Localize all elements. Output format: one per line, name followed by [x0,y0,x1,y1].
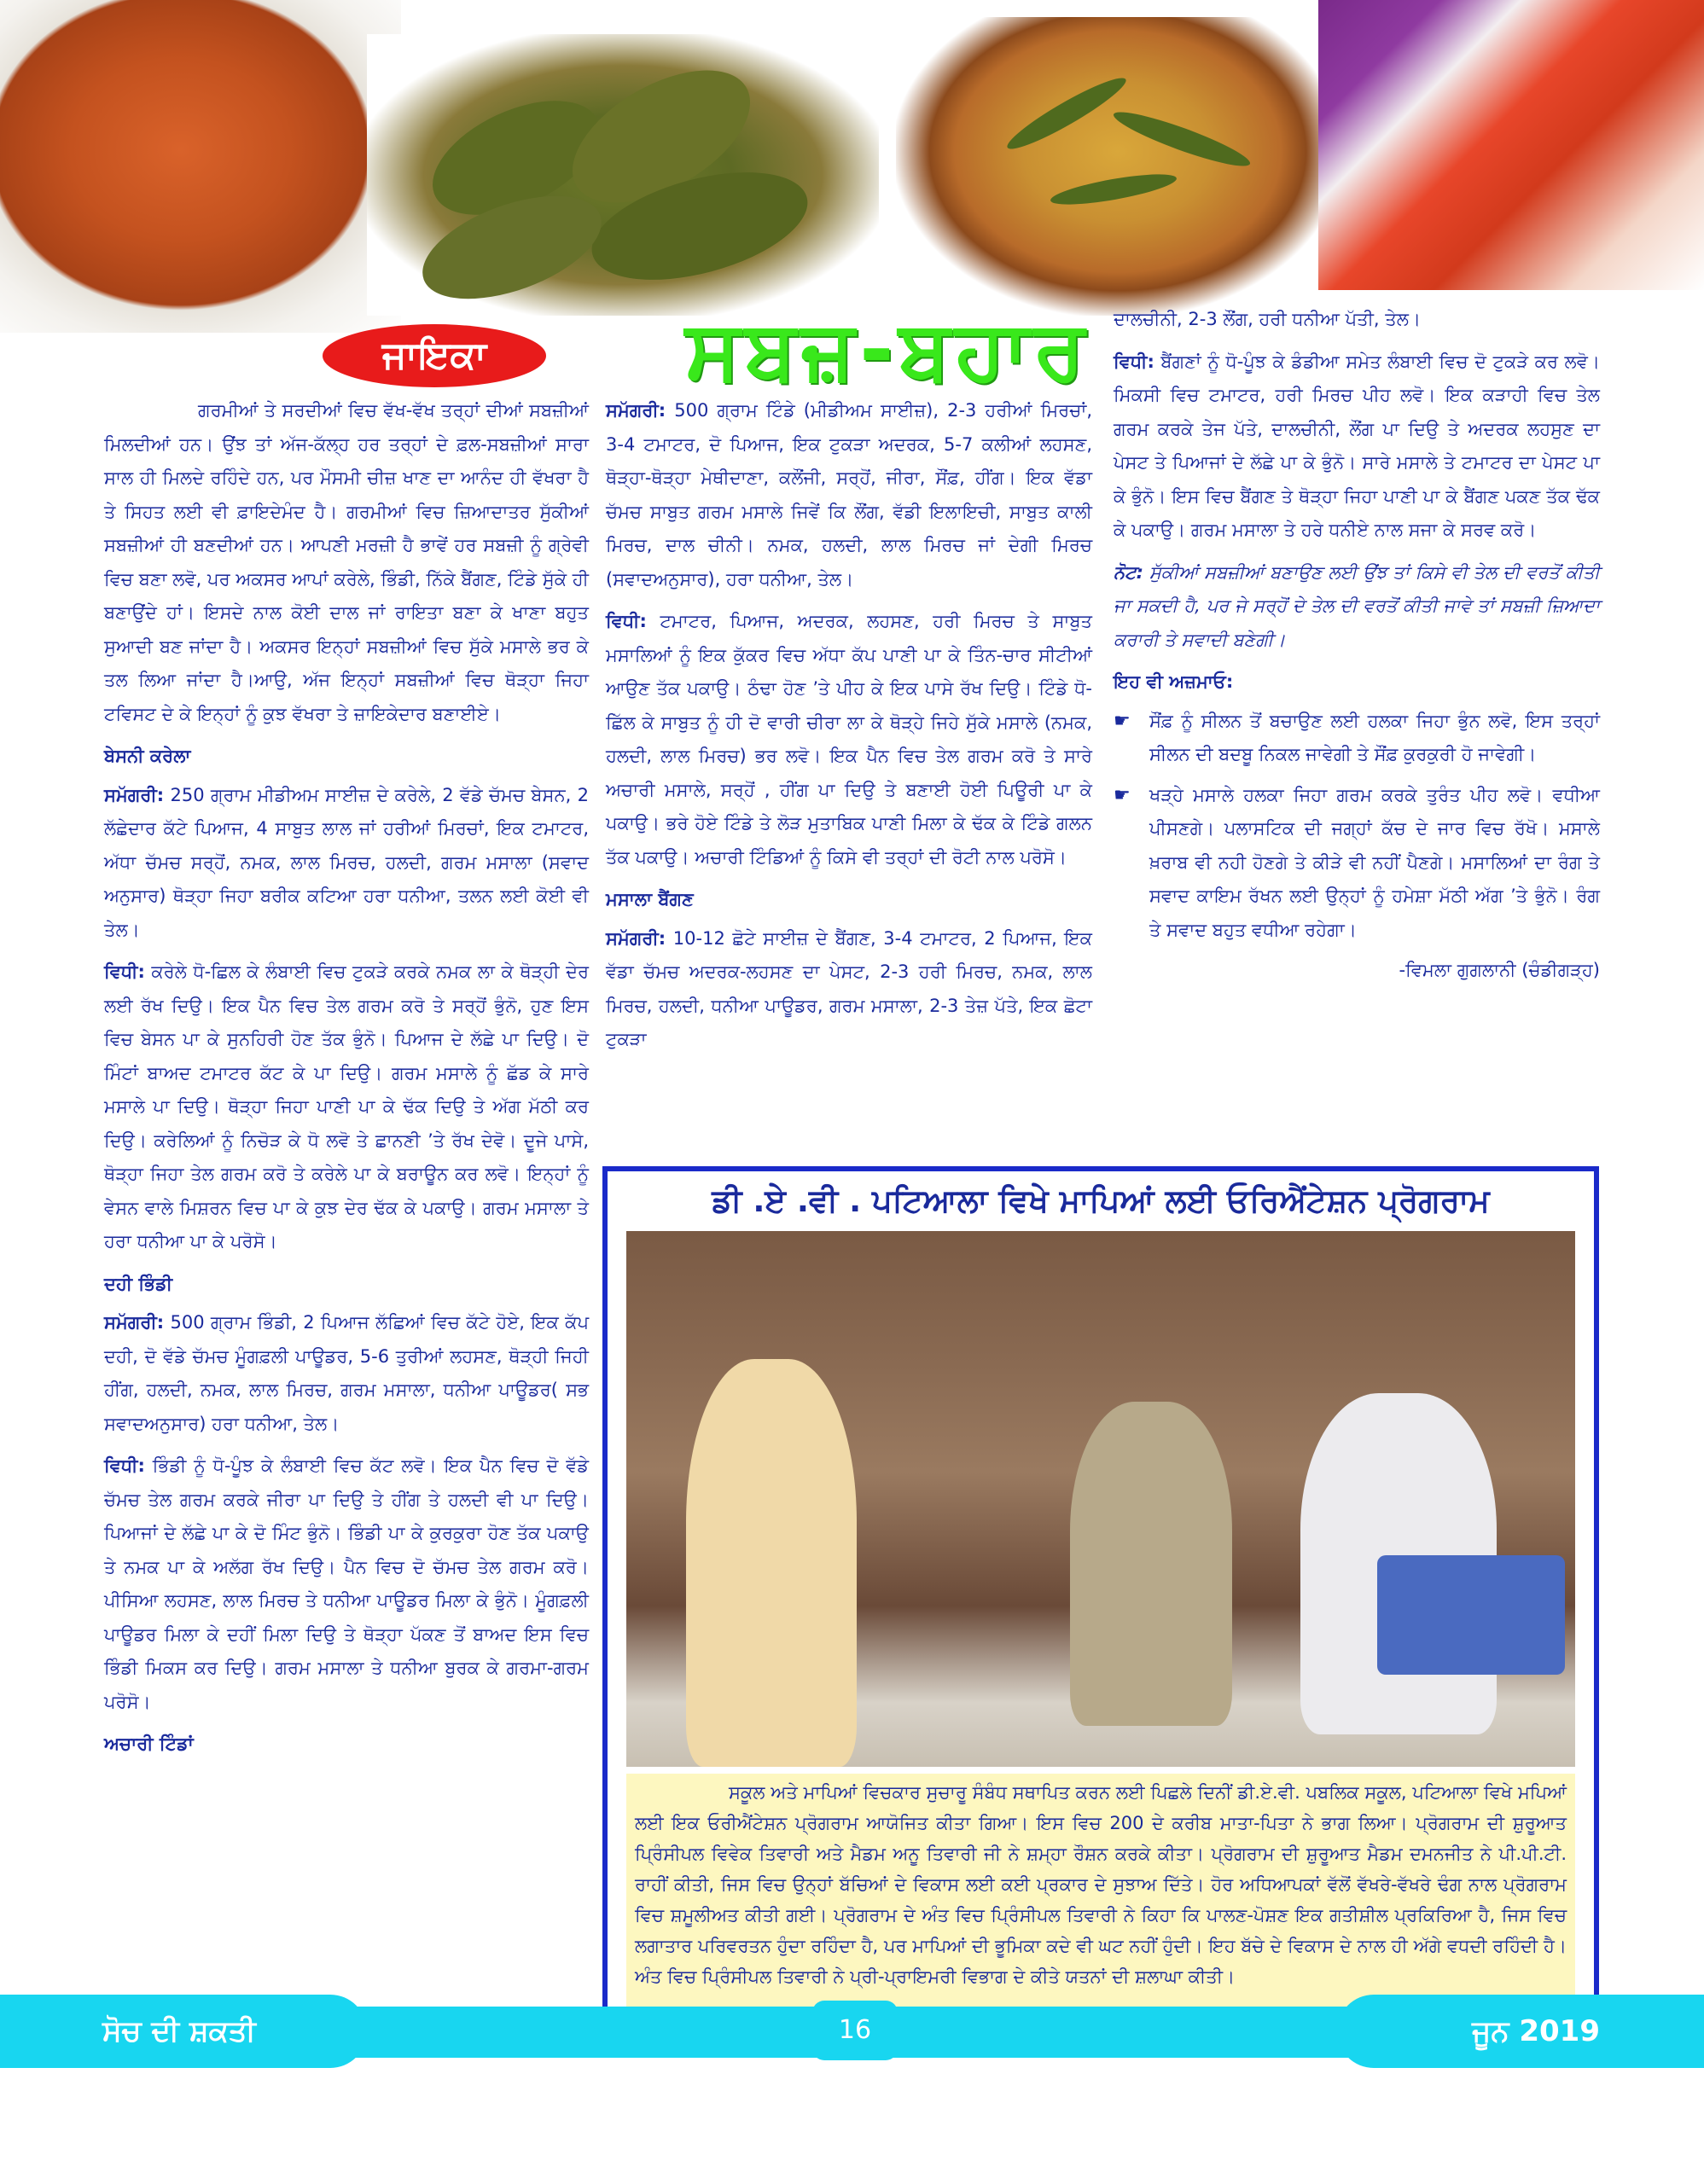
ingredients-label: ਸਮੱਗਰੀ: [606,400,666,421]
method-label: ਵਿਧੀ: [1114,351,1154,372]
method-label: ਵਿਧੀ: [104,961,145,982]
recipe-heading: ਮਸਾਲਾ ਬੈਂਗਣ [606,889,694,909]
event-photo [626,1231,1575,1767]
recipe-ingredients [104,1306,589,1441]
ingredients-label: ਸਮੱਗਰੀ: [104,1312,165,1333]
ingredients-label: ਸਮੱਗਰੀ: [606,927,666,949]
tip-item [1114,779,1600,948]
pointing-hand-icon: ☛ [1114,784,1131,806]
ingredients-label: ਸਮੱਗਰੀ: [104,784,165,805]
recipe-ingredients [606,922,1092,1057]
tip-item [1114,705,1600,772]
method-text: ਕਰੇਲੇ ਧੋ-ਛਿਲ ਕੇ ਲੰਬਾਈ ਵਿਚ ਟੁਕੜੇ ਕਰਕੇ ਨਮਕ ਲਾ ਕੇ ਥੋੜ੍ਹੀ ਦੇਰ ਲਈ ਰੱਖ ਦਿਉ। ਇਕ ਪੈਨ ਵਿਚ ਤੇਲ ਗਰਮ ਕਰੋ ਤੇ ਸਰ੍ਹੋਂ ਭੁੰਨੋ, ਹੁਣ ਇਸ ਵਿਚ ਬੇਸਨ ਪਾ ਕੇ ਸੁਨਹਿਰੀ ਹੋਣ ਤੱਕ ਭੁੰਨੋ। ਪਿਆਜ ਦੇ ਲੱਛੇ ਪਾ ਦਿਉ। ਦੋ ਮਿੰਟਾਂ ਬਾਅਦ ਟਮਾਟਰ ਕੱਟ ਕੇ ਪਾ ਦਿਉ। ਗਰਮ ਮਸਾਲੇ ਨੂੰ ਛੱਡ ਕੇ ਸਾਰੇ ਮਸਾਲੇ ਪਾ ਦਿਉ। ਥੋੜ੍ਹਾ ਜਿਹਾ ਪਾਣੀ ਪਾ ਕੇ ਢੱਕ ਦਿਉ ਤੇ ਅੱਗ ਮੱਠੀ ਕਰ ਦਿਉ। ਕਰੇਲਿਆਂ ਨੂੰ ਨਿਚੋੜ ਕੇ ਧੋ ਲਵੋ ਤੇ ਛਾਨਣੀ ’ਤੇ ਰੱਖ ਦੇਵੋ। ਦੂਜੇ ਪਾਸੇ, ਥੋੜ੍ਹਾ ਜਿਹਾ ਤੇਲ ਗਰਮ ਕਰੋ ਤੇ ਕਰੇਲੇ ਪਾ ਕੇ ਬਰਾਊਨ ਕਰ ਲਵੋ। ਇਨ੍ਹਾਂ ਨੂੰ ਵੇਸਨ ਵਾਲੇ ਮਿਸ਼ਰਨ ਵਿਚ ਪਾ ਕੇ ਕੁਝ ਦੇਰ ਢੱਕ ਕੇ ਪਕਾਉ। ਗਰਮ ਮਸਾਲਾ ਤੇ ਹਰਾ ਧਨੀਆ ਪਾ ਕੇ ਪਰੋਸੋ। [104,961,589,1252]
stuffed-karela-photo [367,34,879,316]
news-title: ਡੀ .ਏ .ਵੀ . ਪਟਿਆਲਾ ਵਿਖੇ ਮਾਪਿਆਂ ਲਈ ਓਰਿਐਂਟੇਸ਼ਨ ਪ੍ਰੋਗਰਾਮ [712,1182,1490,1219]
note-paragraph [1114,556,1600,658]
blue-trousers [1377,1555,1565,1675]
tips-list [1114,705,1600,948]
masala-potato-photo [1318,0,1704,290]
page-number: 16 [812,2001,898,2060]
bhindi-kadai-photo [896,17,1340,316]
method-text: ਬੈਂਗਣਾਂ ਨੂੰ ਧੋ-ਪੂੰਝ ਕੇ ਡੰਡੀਆ ਸਮੇਤ ਲੰਬਾਈ ਵਿਚ ਦੋ ਟੁਕੜੇ ਕਰ ਲਵੋ। ਮਿਕਸੀ ਵਿਚ ਟਮਾਟਰ, ਹਰੀ ਮਿਰਚ ਪੀਹ ਲਵੋ। ਇਕ ਕੜਾਹੀ ਵਿਚ ਤੇਲ ਗਰਮ ਕਰਕੇ ਤੇਜ ਪੱਤੇ, ਦਾਲਚੀਨੀ, ਲੌਂਗ ਪਾ ਦਿਉ ਤੇ ਅਦਰਕ ਲਹਸੁਣ ਦਾ ਪੇਸਟ ਤੇ ਪਿਆਜਾਂ ਦੇ ਲੱਛੇ ਪਾ ਕੇ ਭੁੰਨੋ। ਸਾਰੇ ਮਸਾਲੇ ਤੇ ਟਮਾਟਰ ਦਾ ਪੇਸਟ ਪਾ ਕੇ ਭੁੰਨੋ। ਇਸ ਵਿਚ ਬੈਂਗਣ ਤੇ ਥੋੜ੍ਹਾ ਜਿਹਾ ਪਾਣੀ ਪਾ ਕੇ ਬੈਂਗਣ ਪਕਣ ਤੱਕ ਢੱਕ ਕੇ ਪਕਾਉ। ਗਰਮ ਮਸਾਲਾ ਤੇ ਹਰੇ ਧਨੀਏ ਨਾਲ ਸਜਾ ਕੇ ਸਰਵ ਕਰੋ। [1114,351,1600,540]
recipe-method [104,1449,589,1719]
ingredients-text: 250 ਗ੍ਰਾਮ ਮੀਡੀਅਮ ਸਾਈਜ਼ ਦੇ ਕਰੇਲੇ, 2 ਵੱਡੇ ਚੱਮਚ ਬੇਸਨ, 2 ਲੱਛੇਦਾਰ ਕੱਟੇ ਪਿਆਜ, 4 ਸਾਬੁਤ ਲਾਲ ਜਾਂ ਹਰੀਆਂ ਮਿਰਚਾਂ, ਇਕ ਟਮਾਟਰ, ਅੱਧਾ ਚੱਮਚ ਸਰ੍ਹੋਂ, ਨਮਕ, ਲਾਲ ਮਿਰਚ, ਹਲਦੀ, ਗਰਮ ਮਸਾਲਾ (ਸਵਾਦ ਅਨੁਸਾਰ) ਥੋੜ੍ਹਾ ਜਿਹਾ ਬਰੀਕ ਕਟਿਆ ਹਰਾ ਧਨੀਆ, ਤਲਨ ਲਈ ਕੋਈ ਵੀ ਤੇਲ। [104,784,589,940]
caption-text: ਸਕੂਲ ਅਤੇ ਮਾਪਿਆਂ ਵਿਚਕਾਰ ਸੁਚਾਰੂ ਸੰਬੰਧ ਸਥਾਪਿਤ ਕਰਨ ਲਈ ਪਿਛਲੇ ਦਿਨੀਂ ਡੀ.ਏ.ਵੀ. ਪਬਲਿਕ ਸਕੂਲ, ਪਟਿਆਲਾ ਵਿਖੇ ਮਪਿਆਂ ਲਈ ਇਕ ਓਰੀਐਂਟੇਸ਼ਨ ਪ੍ਰੋਗਰਾਮ ਆਯੋਜਿਤ ਕੀਤਾ ਗਿਆ। ਇਸ ਵਿਚ 200 ਦੇ ਕਰੀਬ ਮਾਤਾ-ਪਿਤਾ ਨੇ ਭਾਗ ਲਿਆ। ਪ੍ਰੋਗਰਾਮ ਦੀ ਸ਼ੁਰੂਆਤ ਪ੍ਰਿੰਸੀਪਲ ਵਿਵੇਕ ਤਿਵਾਰੀ ਅਤੇ ਮੈਡਮ ਅਨੂ ਤਿਵਾਰੀ ਜੀ ਨੇ ਸ਼ਮ੍ਹਾ ਰੌਸ਼ਨ ਕਰਕੇ ਕੀਤਾ। ਪ੍ਰੋਗਰਾਮ ਦੀ ਸ਼ੁਰੂਆਤ ਮੈਡਮ ਦਮਨਜੀਤ ਨੇ ਪੀ.ਪੀ.ਟੀ. ਰਾਹੀਂ ਕੀਤੀ, ਜਿਸ ਵਿਚ ਉਨ੍ਹਾਂ ਬੱਚਿਆਂ ਦੇ ਵਿਕਾਸ ਲਈ ਕਈ ਪ੍ਰਕਾਰ ਦੇ ਸੁਝਾਅ ਦਿੱਤੇ। ਹੋਰ ਅਧਿਆਪਕਾਂ ਵੱਲੋਂ ਵੱਖਰੇ-ਵੱਖਰੇ ਢੰਗ ਨਾਲ ਪ੍ਰੋਗਰਾਮ ਵਿਚ ਸ਼ਮੂਲੀਅਤ ਕੀਤੀ ਗਈ। ਪ੍ਰੋਗਰਾਮ ਦੇ ਅੰਤ ਵਿਚ ਪ੍ਰਿੰਸੀਪਲ ਤਿਵਾਰੀ ਨੇ ਕਿਹਾ ਕਿ ਪਾਲਣ-ਪੋਸ਼ਣ ਇਕ ਗਤੀਸ਼ੀਲ ਪ੍ਰਕਿਰਿਆ ਹੈ, ਜਿਸ ਵਿਚ ਲਗਾਤਾਰ ਪਰਿਵਰਤਨ ਹੁੰਦਾ ਰਹਿੰਦਾ ਹੈ, ਪਰ ਮਾਪਿਆਂ ਦੀ ਭੂਮਿਕਾ ਕਦੇ ਵੀ ਘਟ ਨਹੀਂ ਹੁੰਦੀ। ਇਹ ਬੱਚੇ ਦੇ ਵਿਕਾਸ ਦੇ ਨਾਲ ਹੀ ਅੱਗੇ ਵਧਦੀ ਰਹਿੰਦੀ ਹੈ। ਅੰਤ ਵਿਚ ਪ੍ਰਿੰਸੀਪਲ ਤਿਵਾਰੀ ਨੇ ਪ੍ਰੀ-ਪ੍ਰਾਇਮਰੀ ਵਿਭਾਗ ਦੇ ਕੀਤੇ ਯਤਨਾਂ ਦੀ ਸ਼ਲਾਘਾ ਕੀਤੀ। [635,1782,1567,1987]
note-label: ਨੋਟ: [1114,561,1143,583]
column-1 [104,394,589,1767]
recipe-heading: ਬੇਸਨੀ ਕਰੇਲਾ [104,746,191,766]
ingredients-text: 10-12 ਛੋਟੇ ਸਾਈਜ਼ ਦੇ ਬੈਂਗਣ, 3-4 ਟਮਾਟਰ, 2 ਪਿਆਜ, ਇਕ ਵੱਡਾ ਚੱਮਚ ਅਦਰਕ-ਲਹਸਣ ਦਾ ਪੇਸਟ, 2-3 ਹਰੀ ਮਿਰਚ, ਨਮਕ, ਲਾਲ ਮਿਰਚ, ਹਲਦੀ, ਧਨੀਆ ਪਾਊਡਰ, ਗਰਮ ਮਸਾਲਾ, 2-3 ਤੇਜ਼ ਪੱਤੇ, ਇਕ ਛੋਟਾ ਟੁਕੜਾ [606,927,1092,1049]
speaker-figure [686,1359,857,1767]
recipe-ingredients [104,779,589,948]
news-box [602,1166,1599,2035]
note-text: ਸੁੱਕੀਆਂ ਸਬਜ਼ੀਆਂ ਬਣਾਉਣ ਲਈ ਉਂਝ ਤਾਂ ਕਿਸੇ ਵੀ ਤੇਲ ਦੀ ਵਰਤੋਂ ਕੀਤੀ ਜਾ ਸਕਦੀ ਹੈ, ਪਰ ਜੇ ਸਰ੍ਹੋਂ ਦੇ ਤੇਲ ਦੀ ਵਰਤੋਂ ਕੀਤੀ ਜਾਵੇ ਤਾਂ ਸਬਜ਼ੀ ਜ਼ਿਆਦਾ ਕਰਾਰੀ ਤੇ ਸਵਾਦੀ ਬਣੇਗੀ। [1114,561,1600,650]
recipe-heading: ਅਚਾਰੀ ਟਿੰਡਾਂ [104,1734,194,1754]
recipe-heading: ਦਹੀ ਭਿੰਡੀ [104,1273,173,1294]
ingredients-text: 500 ਗ੍ਰਾਮ ਭਿੰਡੀ, 2 ਪਿਆਜ ਲੱਛਿਆਂ ਵਿਚ ਕੱਟੇ ਹੋਏ, ਇਕ ਕੱਪ ਦਹੀ, ਦੋ ਵੱਡੇ ਚੱਮਚ ਮੂੰਗਫ਼ਲੀ ਪਾਊਡਰ, 5-6 ਤੁਰੀਆਂ ਲਹਸਣ, ਥੋੜ੍ਹੀ ਜਿਹੀ ਹੀਂਗ, ਹਲਦੀ, ਨਮਕ, ਲਾਲ ਮਿਰਚ, ਗਰਮ ਮਸਾਲਾ, ਧਨੀਆ ਪਾਊਡਰ( ਸਭ ਸਵਾਦਅਨੁਸਾਰ) ਹਰਾ ਧਨੀਆ, ਤੇਲ। [104,1312,589,1434]
news-caption [626,1774,1575,2026]
ingredients-continued: ਦਾਲਚੀਨੀ, 2-3 ਲੌਂਗ, ਹਰੀ ਧਨੀਆ ਪੱਤੀ, ਤੇਲ। [1114,309,1422,329]
tip-text: ਖੜ੍ਹੇ ਮਸਾਲੇ ਹਲਕਾ ਜਿਹਾ ਗਰਮ ਕਰਕੇ ਤੁਰੰਤ ਪੀਹ ਲਵੋ। ਵਧੀਆ ਪੀਸਣਗੇ। ਪਲਾਸਟਿਕ ਦੀ ਜਗ੍ਹਾਂ ਕੱਚ ਦੇ ਜਾਰ ਵਿਚ ਰੱਖੋ। ਮਸਾਲੇ ਖ਼ਰਾਬ ਵੀ ਨਹੀ ਹੋਣਗੇ ਤੇ ਕੀੜੇ ਵੀ ਨਹੀਂ ਪੈਣਗੇ। ਮਸਾਲਿਆਂ ਦਾ ਰੰਗ ਤੇ ਸਵਾਦ ਕਾਇਮ ਰੱਖਨ ਲਈ ਉਨ੍ਹਾਂ ਨੂੰ ਹਮੇਸ਼ਾ ਮੱਠੀ ਅੱਗ ’ਤੇ ਭੁੰਨੋ। ਰੰਗ ਤੇ ਸਵਾਦ ਬਹੁਤ ਵਧੀਆ ਰਹੇਗਾ। [1149,784,1600,940]
article-title: ਸਬਜ਼-ਬਹਾਰ [684,302,1090,398]
method-text: ਟਮਾਟਰ, ਪਿਆਜ, ਅਦਰਕ, ਲਹਸਣ, ਹਰੀ ਮਿਰਚ ਤੇ ਸਾਬੁਤ ਮਸਾਲਿਆਂ ਨੂੰ ਇਕ ਕੁੱਕਰ ਵਿਚ ਅੱਧਾ ਕੱਪ ਪਾਣੀ ਪਾ ਕੇ ਤਿੰਨ-ਚਾਰ ਸੀਟੀਆਂ ਆਉਣ ਤੱਕ ਪਕਾਉ। ਠੰਢਾ ਹੋਣ ’ਤੇ ਪੀਹ ਕੇ ਇਕ ਪਾਸੇ ਰੱਖ ਦਿਉ। ਟਿੰਡੇ ਧੋ- ਛਿੱਲ ਕੇ ਸਾਬੁਤ ਨੂੰ ਹੀ ਦੋ ਵਾਰੀ ਚੀਰਾ ਲਾ ਕੇ ਥੋੜ੍ਹੇ ਜਿਹੇ ਸੁੱਕੇ ਮਸਾਲੇ (ਨਮਕ, ਹਲਦੀ, ਲਾਲ ਮਿਰਚ) ਭਰ ਲਵੋ। ਇਕ ਪੈਨ ਵਿਚ ਤੇਲ ਗਰਮ ਕਰੋ ਤੇ ਸਾਰੇ ਅਚਾਰੀ ਮਸਾਲੇ, ਸਰ੍ਹੋਂ , ਹੀਂਗ ਪਾ ਦਿਉ ਤੇ ਬਣਾਈ ਹੋਈ ਪਿਊਰੀ ਪਾ ਕੇ ਪਕਾਉ। ਭਰੇ ਹੋਏ ਟਿੰਡੇ ਤੇ ਲੋੜ ਮੁਤਾਬਿਕ ਪਾਣੀ ਮਿਲਾ ਕੇ ਢੱਕ ਕੇ ਟਿੰਡੇ ਗਲਨ ਤੱਕ ਪਕਾਉ। ਅਚਾਰੀ ਟਿੰਡਿਆਂ ਨੂੰ ਕਿਸੇ ਵੀ ਤਰ੍ਹਾਂ ਦੀ ਰੋਟੀ ਨਾਲ ਪਰੋਸੋ। [606,611,1092,868]
section-badge: ਜਾਇਕਾ [323,324,546,387]
issue-date: ਜੂਨ 2019 [1337,1995,1704,2068]
ingredients-text: 500 ਗ੍ਰਾਮ ਟਿੰਡੇ (ਮੀਡੀਅਮ ਸਾਈਜ਼), 2-3 ਹਰੀਆਂ ਮਿਰਚਾਂ, 3-4 ਟਮਾਟਰ, ਦੋ ਪਿਆਜ, ਇਕ ਟੁਕੜਾ ਅਦਰਕ, 5-7 ਕਲੀਆਂ ਲਹਸਣ, ਥੋੜ੍ਹਾ-ਥੋੜ੍ਹਾ ਮੇਥੀਦਾਣਾ, ਕਲੌਂਜੀ, ਸਰ੍ਹੋਂ, ਜੀਰਾ, ਸੌਂਫ਼, ਹੀਂਗ। ਇਕ ਵੱਡਾ ਚੱਮਚ ਸਾਬੁਤ ਗਰਮ ਮਸਾਲੇ ਜਿਵੇਂ ਕਿ ਲੌਂਗ, ਵੱਡੀ ਇਲਾਇਚੀ, ਸਾਬੁਤ ਕਾਲੀ ਮਿਰਚ, ਦਾਲ ਚੀਨੀ। ਨਮਕ, ਹਲਦੀ, ਲਾਲ ਮਿਰਚ ਜਾਂ ਦੇਗੀ ਮਿਰਚ (ਸਵਾਦਅਨੁਸਾਰ), ਹਰਾ ਧਨੀਆ, ਤੇਲ। [606,400,1092,590]
mic-holder-figure [1070,1402,1232,1726]
recipe-method [606,605,1092,874]
tip-text: ਸੌਂਫ਼ ਨੂੰ ਸੀਲਨ ਤੋਂ ਬਚਾਉਣ ਲਈ ਹਲਕਾ ਜਿਹਾ ਭੁੰਨ ਲਵੋ, ਇਸ ਤਰ੍ਹਾਂ ਸੀਲਨ ਦੀ ਬਦਬੂ ਨਿਕਲ ਜਾਵੇਗੀ ਤੇ ਸੌਂਫ਼ ਕੁਰਕੁਰੀ ਹੋ ਜਾਵੇਗੀ। [1149,710,1600,764]
method-label: ਵਿਧੀ: [606,611,647,631]
author-signature: -ਵਿਮਲਾ ਗੁਗਲਾਨੀ (ਚੰਡੀਗੜ੍ਹ) [1399,960,1600,980]
curry-bowl-photo [0,0,401,333]
pointing-hand-icon: ☛ [1114,710,1131,732]
recipe-method [104,956,589,1259]
method-label: ਵਿਧੀ: [104,1455,145,1476]
column-3 [1114,303,1600,996]
intro-paragraph: ਗਰਮੀਆਂ ਤੇ ਸਰਦੀਆਂ ਵਿਚ ਵੱਖ-ਵੱਖ ਤਰ੍ਹਾਂ ਦੀਆਂ ਸਬਜ਼ੀਆਂ ਮਿਲਦੀਆਂ ਹਨ। ਉਂਝ ਤਾਂ ਅੱਜ-ਕੱਲ੍ਹ ਹਰ ਤਰ੍ਹਾਂ ਦੇ ਫ਼ਲ-ਸਬਜ਼ੀਆਂ ਸਾਰਾ ਸਾਲ ਹੀ ਮਿਲਦੇ ਰਹਿੰਦੇ ਹਨ, ਪਰ ਮੌਸਮੀ ਚੀਜ਼ ਖਾਣ ਦਾ ਆਨੰਦ ਹੀ ਵੱਖਰਾ ਹੈ ਤੇ ਸਿਹਤ ਲਈ ਵੀ ਫ਼ਾਇਦੇਮੰਦ ਹੈ। ਗਰਮੀਆਂ ਵਿਚ ਜ਼ਿਆਦਾਤਰ ਸੁੱਕੀਆਂ ਸਬਜ਼ੀਆਂ ਹੀ ਬਣਦੀਆਂ ਹਨ। ਆਪਣੀ ਮਰਜ਼ੀ ਹੈ ਭਾਵੇਂ ਹਰ ਸਬਜ਼ੀ ਨੂੰ ਗ੍ਰੇਵੀ ਵਿਚ ਬਣਾ ਲਵੋ, ਪਰ ਅਕਸਰ ਆਪਾਂ ਕਰੇਲੇ, ਭਿੰਡੀ, ਨਿੱਕੇ ਬੈਂਗਣ, ਟਿੰਡੇ ਸੁੱਕੇ ਹੀ ਬਣਾਉਂਦੇ ਹਾਂ। ਇਸਦੇ ਨਾਲ ਕੋਈ ਦਾਲ ਜਾਂ ਰਾਇਤਾ ਬਣਾ ਕੇ ਖਾਣਾ ਬਹੁਤ ਸੁਆਦੀ ਬਣ ਜਾਂਦਾ ਹੈ। ਅਕਸਰ ਇਨ੍ਹਾਂ ਸਬਜ਼ੀਆਂ ਵਿਚ ਸੁੱਕੇ ਮਸਾਲੇ ਭਰ ਕੇ ਤਲ ਲਿਆ ਜਾਂਦਾ ਹੈ।ਆਉ, ਅੱਜ ਇਨ੍ਹਾਂ ਸਬਜ਼ੀਆਂ ਵਿਚ ਥੋੜ੍ਹਾ ਜਿਹਾ ਟਵਿਸਟ ਦੇ ਕੇ ਇਨ੍ਹਾਂ ਨੂੰ ਕੁਝ ਵੱਖਰਾ ਤੇ ਜ਼ਾਇਕੇਦਾਰ ਬਣਾਈਏ। [104,400,589,724]
column-2 [606,394,1092,1066]
magazine-name: ਸੋਚ ਦੀ ਸ਼ਕਤੀ [0,1995,367,2068]
tips-heading: ਇਹ ਵੀ ਅਜ਼ਮਾਓ: [1114,671,1234,692]
method-text: ਭਿੰਡੀ ਨੂੰ ਧੋ-ਪੂੰਝ ਕੇ ਲੰਬਾਈ ਵਿਚ ਕੱਟ ਲਵੋ। ਇਕ ਪੈਨ ਵਿਚ ਦੋ ਵੱਡੇ ਚੱਮਚ ਤੇਲ ਗਰਮ ਕਰਕੇ ਜੀਰਾ ਪਾ ਦਿਉ ਤੇ ਹੀਂਗ ਤੇ ਹਲਦੀ ਵੀ ਪਾ ਦਿਉ। ਪਿਆਜਾਂ ਦੇ ਲੱਛੇ ਪਾ ਕੇ ਦੋ ਮਿੰਟ ਭੁੰਨੋ। ਭਿੰਡੀ ਪਾ ਕੇ ਕੁਰਕੁਰਾ ਹੋਣ ਤੱਕ ਪਕਾਉ ਤੇ ਨਮਕ ਪਾ ਕੇ ਅਲੱਗ ਰੱਖ ਦਿਉ। ਪੈਨ ਵਿਚ ਦੋ ਚੱਮਚ ਤੇਲ ਗਰਮ ਕਰੋ। ਪੀਸਿਆ ਲਹਸਣ, ਲਾਲ ਮਿਰਚ ਤੇ ਧਨੀਆ ਪਾਊਡਰ ਮਿਲਾ ਕੇ ਭੁੰਨੋ। ਮੂੰਗਫ਼ਲੀ ਪਾਊਡਰ ਮਿਲਾ ਕੇ ਦਹੀਂ ਮਿਲਾ ਦਿਉ ਤੇ ਥੋੜ੍ਹਾ ਪੱਕਣ ਤੋਂ ਬਾਅਦ ਇਸ ਵਿਚ ਭਿੰਡੀ ਮਿਕਸ ਕਰ ਦਿਉ। ਗਰਮ ਮਸਾਲਾ ਤੇ ਧਨੀਆ ਬੁਰਕ ਕੇ ਗਰਮਾ-ਗਰਮ ਪਰੋਸੋ। [104,1455,589,1712]
recipe-method [1114,346,1600,548]
recipe-ingredients [606,394,1092,596]
